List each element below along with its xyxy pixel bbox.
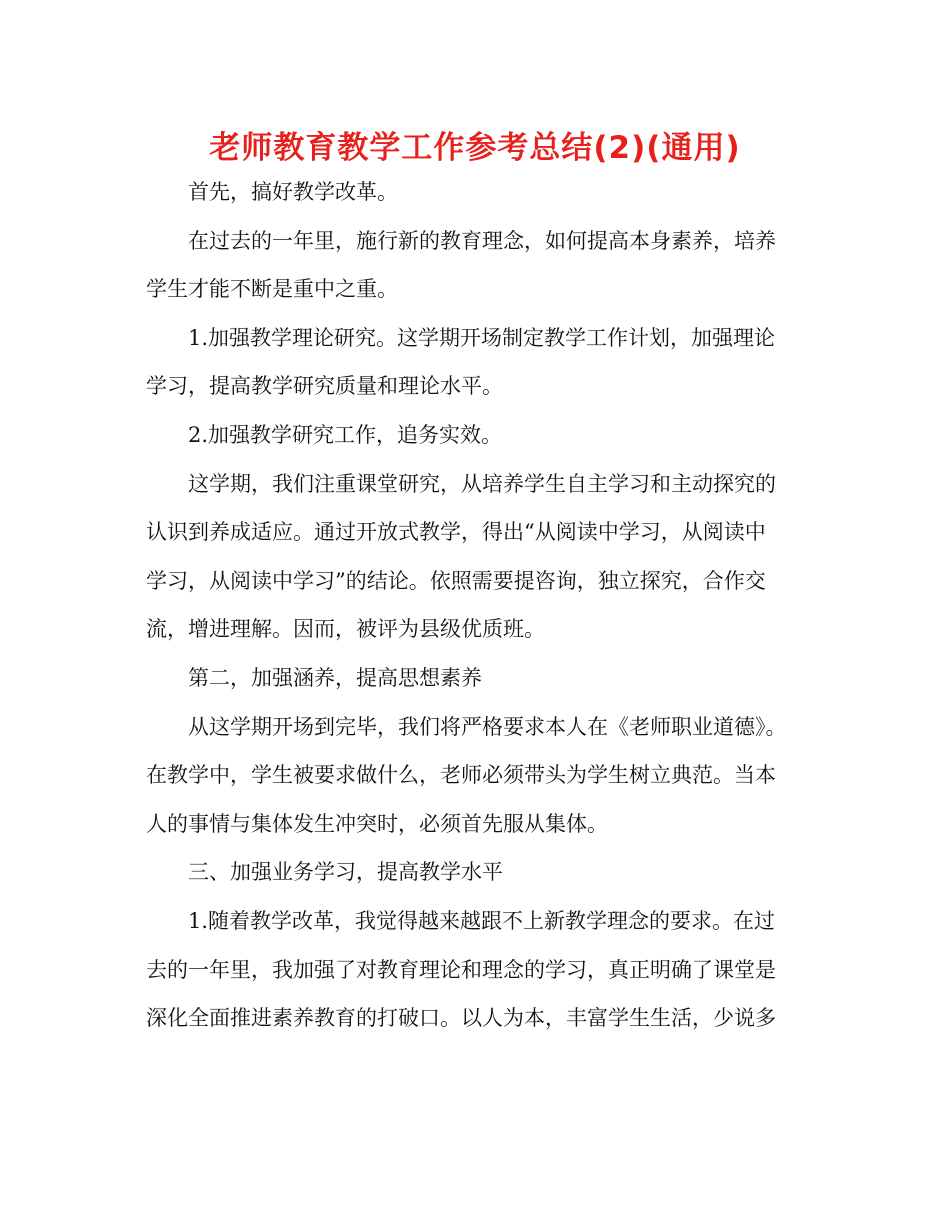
- text-line: 在教学中，学生被要求做什么，老师必须带头为学生树立典范。当本: [146, 763, 776, 788]
- text-line: 深化全面推进素养教育的打破口。以人为本，丰富学生生活，少说多: [146, 1006, 776, 1031]
- text-line: 去的一年里，我加强了对教育理论和理念的学习，真正明确了课堂是: [146, 957, 776, 982]
- text-line: 这学期，我们注重课堂研究，从培养学生自主学习和主动探究的: [188, 471, 776, 496]
- document-body: [146, 168, 811, 1043]
- text-line: 第二，加强涵养，提高思想素养: [188, 665, 482, 690]
- text-line: 从这学期开场到完毕，我们将严格要求本人在《老师职业道德》。: [188, 714, 787, 739]
- text-line: 三、加强业务学习，提高教学水平: [188, 860, 503, 885]
- text-line: 流，增进理解。因而，被评为县级优质班。: [146, 617, 545, 642]
- text-line: 学习，提高教学研究质量和理论水平。: [146, 374, 503, 399]
- text-line: 1.加强教学理论研究。这学期开场制定教学工作计划，加强理论: [188, 325, 776, 350]
- text-line: 首先，搞好教学改革。: [188, 180, 398, 204]
- text-line: 学生才能不断是重中之重。: [146, 277, 398, 302]
- document-title: 老师教育教学工作参考总结(2)(通用): [209, 130, 741, 166]
- text-line: 认识到养成适应。通过开放式教学，得出“从阅读中学习，从阅读中: [146, 520, 766, 545]
- text-line: 1.随着教学改革，我觉得越来越跟不上新教学理念的要求。在过: [188, 908, 776, 933]
- text-line: 2.加强教学研究工作，追务实效。: [188, 422, 503, 447]
- text-line: 学习，从阅读中学习”的结论。依照需要提咨询，独立探究，合作交: [146, 568, 766, 593]
- text-line: 在过去的一年里，施行新的教育理念，如何提高本身素养，培养: [188, 228, 776, 253]
- text-line: 人的事情与集体发生冲突时，必须首先服从集体。: [146, 811, 608, 836]
